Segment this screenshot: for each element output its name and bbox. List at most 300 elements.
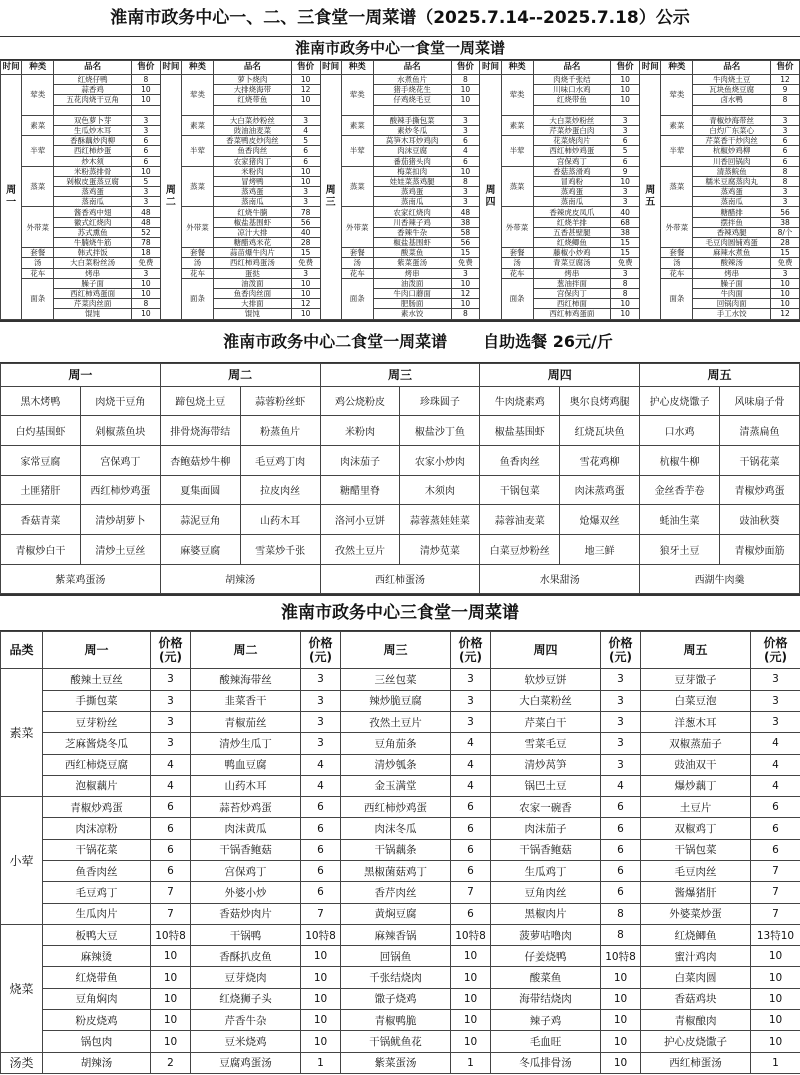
dish-name: 仔姜烧鸭 bbox=[491, 946, 601, 967]
dish-name: 番茄猪头肉 bbox=[373, 156, 451, 166]
dish-name: 馄饨 bbox=[54, 309, 132, 319]
dish-name: 蚝油生菜 bbox=[640, 505, 720, 535]
dish-price: 10 bbox=[151, 1031, 191, 1052]
dish-name: 香菇炒肉片 bbox=[191, 903, 301, 924]
dish-name: 蒸鸡蛋 bbox=[373, 187, 451, 197]
category-cell: 半荤 bbox=[661, 136, 693, 167]
dish-price: 6 bbox=[611, 156, 640, 166]
dish-name: 炒木须 bbox=[54, 156, 132, 166]
dish-name: 清炒莴笋 bbox=[491, 754, 601, 775]
dish-name: 麻辣水煮鱼 bbox=[693, 248, 771, 258]
dish-price: 6 bbox=[751, 818, 800, 839]
dish-name: 香芹肉丝 bbox=[341, 882, 451, 903]
header-cell: 价格 (元) bbox=[301, 632, 341, 669]
dish-price: 3 bbox=[291, 187, 320, 197]
dish-name: 大白菜炒粉丝 bbox=[214, 115, 292, 125]
dish-price: 10 bbox=[301, 988, 341, 1009]
table-row bbox=[1, 690, 800, 711]
dish-name: 大白菜粉丝 bbox=[491, 690, 601, 711]
header-cell: 售价 bbox=[291, 61, 320, 75]
dish-price: 免费 bbox=[771, 258, 800, 268]
dish-name: 酱爆猪肝 bbox=[641, 882, 751, 903]
dish-price: 12 bbox=[771, 309, 800, 319]
category-cell: 蒸菜 bbox=[182, 166, 214, 207]
dish-name: 苏式熏鱼 bbox=[54, 227, 132, 237]
dish-price: 10 bbox=[301, 946, 341, 967]
dish-name: 豆芽粉丝 bbox=[43, 711, 151, 732]
category-cell: 面条 bbox=[501, 278, 533, 319]
dish-name: 白菜豆泡 bbox=[641, 690, 751, 711]
dish-name: 回锅鱼 bbox=[341, 946, 451, 967]
dish-price: 10 bbox=[301, 967, 341, 988]
dish-name: 豆角肉丝 bbox=[491, 882, 601, 903]
table-row bbox=[1, 505, 800, 535]
table-row bbox=[1, 416, 800, 446]
dish-name: 蒜香鸡 bbox=[54, 85, 132, 95]
category-cell: 面条 bbox=[182, 278, 214, 319]
dish-name: 凉汁大排 bbox=[214, 227, 292, 237]
dish-price: 4 bbox=[451, 146, 480, 156]
dish-name: 毛豆肉丝 bbox=[641, 860, 751, 881]
dish-name: 蒸鸡蛋 bbox=[693, 187, 771, 197]
category-cell: 烧菜 bbox=[1, 924, 43, 1052]
dish-name: 五香甚壁腿 bbox=[533, 227, 611, 237]
dish-price: 6 bbox=[132, 156, 161, 166]
dish-name: 金玉满堂 bbox=[341, 775, 451, 796]
dish-name: 干锅包菜 bbox=[641, 839, 751, 860]
dish-price bbox=[611, 105, 640, 115]
header-cell: 时间 bbox=[480, 61, 501, 75]
dish-name: 肉沫凉粉 bbox=[43, 818, 151, 839]
header-cell: 品名 bbox=[533, 61, 611, 75]
day-cell: 周 二 bbox=[160, 75, 181, 320]
table-row bbox=[1, 1031, 800, 1052]
dish-price: 15 bbox=[771, 248, 800, 258]
day-cell: 周 五 bbox=[640, 75, 661, 320]
dish-price: 3 bbox=[301, 690, 341, 711]
dish-price: 6 bbox=[291, 146, 320, 156]
dish-price: 3 bbox=[771, 125, 800, 135]
dish-name: 木须肉 bbox=[400, 475, 480, 505]
soup-name: 西湖牛肉羹 bbox=[640, 564, 800, 594]
category-cell: 半荤 bbox=[341, 136, 373, 167]
soup-row bbox=[1, 564, 800, 594]
dish-name: 锅包肉 bbox=[43, 1031, 151, 1052]
dish-price: 免费 bbox=[451, 258, 480, 268]
dish-name: 芹菜肉丝面 bbox=[54, 299, 132, 309]
dish-price: 10 bbox=[751, 1010, 800, 1031]
category-cell: 花车 bbox=[501, 268, 533, 278]
dish-price: 3 bbox=[771, 115, 800, 125]
dish-name: 鱼香肉丝 bbox=[43, 860, 151, 881]
dish-price: 3 bbox=[301, 711, 341, 732]
header-cell: 价格 (元) bbox=[601, 632, 641, 669]
table-row bbox=[1, 115, 800, 125]
dish-price: 7 bbox=[151, 882, 191, 903]
header-cell: 种类 bbox=[661, 61, 693, 75]
dish-name: 烤串 bbox=[693, 268, 771, 278]
dish-price: 6 bbox=[451, 839, 491, 860]
dish-price: 6 bbox=[601, 860, 641, 881]
canteen-2-title-text: 淮南市政务中心二食堂一周菜谱 bbox=[223, 331, 448, 351]
dish-price: 3 bbox=[771, 187, 800, 197]
dish-price: 6 bbox=[301, 839, 341, 860]
dish-name: 香菇鸡块 bbox=[641, 988, 751, 1009]
dish-price: 56 bbox=[771, 207, 800, 217]
document-title: 淮南市政务中心一、二、三食堂一周菜谱（2025.7.14--2025.7.18）公示 bbox=[0, 0, 800, 37]
dish-price: 8 bbox=[611, 278, 640, 288]
dish-name: 瓦块鱼烧豆腐 bbox=[693, 85, 771, 95]
dish-price: 78 bbox=[291, 207, 320, 217]
dish-price: 10 bbox=[132, 166, 161, 176]
header-cell: 时间 bbox=[640, 61, 661, 75]
header-cell: 价格 (元) bbox=[451, 632, 491, 669]
dish-price: 3 bbox=[611, 125, 640, 135]
dish-name: 芹菜白干 bbox=[491, 711, 601, 732]
dish-name: 毛豆鸡丁肉 bbox=[240, 445, 320, 475]
table-row bbox=[1, 475, 800, 505]
dish-name: 青菜豆腐汤 bbox=[533, 258, 611, 268]
dish-name: 肉沫蒸鸡蛋 bbox=[560, 475, 640, 505]
dish-price: 10 bbox=[132, 288, 161, 298]
category-cell: 外带菜 bbox=[501, 207, 533, 248]
dish-name: 糯米豆腐蒸肉丸 bbox=[693, 176, 771, 186]
dish-name: 蒜蓉粉丝虾 bbox=[240, 386, 320, 416]
dish-name: 红烧羊排 bbox=[533, 217, 611, 227]
dish-name: 椒盐基围虾 bbox=[373, 238, 451, 248]
table-row bbox=[1, 258, 800, 268]
dish-price: 3 bbox=[451, 125, 480, 135]
day-cell: 周 四 bbox=[480, 75, 501, 320]
dish-name bbox=[54, 105, 132, 115]
table-row bbox=[1, 903, 800, 924]
dish-name: 土匪猪肝 bbox=[1, 475, 81, 505]
dish-name: 金丝香芋卷 bbox=[640, 475, 720, 505]
dish-price: 4 bbox=[751, 733, 800, 754]
dish-price: 6 bbox=[301, 860, 341, 881]
dish-price: 10 bbox=[151, 967, 191, 988]
dish-name: 肉沫黄瓜 bbox=[191, 818, 301, 839]
dish-price: 8 bbox=[132, 75, 161, 85]
dish-name: 外婆小炒 bbox=[191, 882, 301, 903]
dish-name: 牛腩烧牛筋 bbox=[54, 238, 132, 248]
table-row bbox=[1, 882, 800, 903]
dish-price: 8 bbox=[601, 903, 641, 924]
category-cell: 蒸菜 bbox=[22, 166, 54, 207]
table-row bbox=[1, 988, 800, 1009]
table-row bbox=[1, 733, 800, 754]
category-cell: 蒸菜 bbox=[501, 166, 533, 207]
dish-name: 酸辣海带丝 bbox=[191, 669, 301, 690]
dish-price: 68 bbox=[611, 217, 640, 227]
header-cell: 周三 bbox=[341, 632, 451, 669]
canteen-2-title bbox=[0, 320, 800, 363]
dish-name bbox=[214, 105, 292, 115]
header-cell: 时间 bbox=[160, 61, 181, 75]
category-cell: 面条 bbox=[22, 278, 54, 319]
header-cell: 周一 bbox=[43, 632, 151, 669]
dish-name: 馓子烧鸡 bbox=[341, 988, 451, 1009]
dish-name: 青椒炒鸡蛋 bbox=[720, 475, 800, 505]
dish-price: 6 bbox=[771, 146, 800, 156]
dish-name: 杭椒炒鸡柳 bbox=[693, 146, 771, 156]
dish-name: 双椒蒸茄子 bbox=[641, 733, 751, 754]
dish-price: 4 bbox=[751, 754, 800, 775]
dish-name: 辣子鸡 bbox=[491, 1010, 601, 1031]
dish-name: 干锅鱿鱼花 bbox=[341, 1031, 451, 1052]
dish-price: 4 bbox=[301, 775, 341, 796]
day-header: 周三 bbox=[320, 363, 480, 386]
dish-name: 干锅香鲍菇 bbox=[491, 839, 601, 860]
dish-name: 山药木耳 bbox=[240, 505, 320, 535]
day-cell: 周 一 bbox=[1, 75, 22, 320]
header-cell: 时间 bbox=[320, 61, 341, 75]
dish-price: 10特8 bbox=[301, 924, 341, 945]
dish-name: 雪菜炒千张 bbox=[240, 534, 320, 564]
dish-name: 红烧带鱼 bbox=[533, 95, 611, 105]
dish-name: 红烧带鱼 bbox=[43, 967, 151, 988]
category-cell: 素菜 bbox=[182, 115, 214, 135]
dish-name: 椒盐沙丁鱼 bbox=[400, 416, 480, 446]
dish-price: 5 bbox=[611, 146, 640, 156]
day-cell: 周 三 bbox=[320, 75, 341, 320]
dish-name: 糖醋鸡米花 bbox=[214, 238, 292, 248]
dish-name: 干锅包菜 bbox=[480, 475, 560, 505]
dish-name: 干锅鸭 bbox=[191, 924, 301, 945]
canteen-2-menu-table bbox=[0, 363, 800, 595]
category-cell: 外带菜 bbox=[661, 207, 693, 248]
dish-name: 冒烤鸭 bbox=[214, 176, 292, 186]
dish-price: 10 bbox=[132, 95, 161, 105]
dish-name: 红烧仔鸭 bbox=[54, 75, 132, 85]
dish-price: 8 bbox=[771, 176, 800, 186]
dish-price: 9 bbox=[611, 166, 640, 176]
dish-price: 8 bbox=[771, 95, 800, 105]
dish-price: 10 bbox=[451, 95, 480, 105]
dish-price: 3 bbox=[291, 197, 320, 207]
dish-name: 芹菜炒蛋白肉 bbox=[533, 125, 611, 135]
dish-price: 6 bbox=[771, 136, 800, 146]
dish-name: 香辣牛杂 bbox=[373, 227, 451, 237]
header-cell: 售价 bbox=[611, 61, 640, 75]
canteen-3-header-row bbox=[1, 632, 800, 669]
dish-name: 蒸鸡蛋 bbox=[214, 187, 292, 197]
dish-name: 宫保鸡丁 bbox=[80, 445, 160, 475]
table-row bbox=[1, 669, 800, 690]
dish-price: 7 bbox=[301, 903, 341, 924]
dish-price: 3 bbox=[601, 690, 641, 711]
category-cell: 半荤 bbox=[182, 136, 214, 167]
dish-name: 糖醋里脊 bbox=[320, 475, 400, 505]
dish-name: 米粉肉 bbox=[214, 166, 292, 176]
dish-name: 蒜苗爆牛肉片 bbox=[214, 248, 292, 258]
dish-price: 15 bbox=[451, 248, 480, 258]
dish-price: 6 bbox=[771, 156, 800, 166]
dish-price: 3 bbox=[601, 711, 641, 732]
category-cell: 荤类 bbox=[341, 75, 373, 116]
dish-name: 鱼香肉丝 bbox=[214, 146, 292, 156]
dish-name: 香菜鸭皮炒肉丝 bbox=[214, 136, 292, 146]
dish-price: 10 bbox=[601, 1052, 641, 1073]
category-cell: 花车 bbox=[22, 268, 54, 278]
dish-name: 肉烧千张结 bbox=[533, 75, 611, 85]
dish-name: 冒鸡粉 bbox=[533, 176, 611, 186]
dish-name: 农家红烧肉 bbox=[373, 207, 451, 217]
dish-price: 10 bbox=[291, 176, 320, 186]
dish-price: 6 bbox=[451, 903, 491, 924]
dish-name: 肥肠面 bbox=[373, 299, 451, 309]
canteen-1-menu-table bbox=[0, 60, 800, 320]
dish-name: 臊子面 bbox=[54, 278, 132, 288]
dish-name: 蜜汁鸡肉 bbox=[641, 946, 751, 967]
dish-name: 豉油油麦菜 bbox=[214, 125, 292, 135]
dish-name: 板鸭大豆 bbox=[43, 924, 151, 945]
dish-price: 3 bbox=[451, 268, 480, 278]
dish-price: 3 bbox=[132, 268, 161, 278]
dish-price: 6 bbox=[751, 797, 800, 818]
category-cell: 汤 bbox=[661, 258, 693, 268]
dish-name: 白菜肉圆 bbox=[641, 967, 751, 988]
dish-price: 3 bbox=[151, 733, 191, 754]
dish-price: 6 bbox=[151, 797, 191, 818]
dish-name: 青椒茄丝 bbox=[191, 711, 301, 732]
dish-price: 10 bbox=[611, 95, 640, 105]
dish-price: 3 bbox=[771, 197, 800, 207]
dish-price: 12 bbox=[451, 288, 480, 298]
dish-price: 8/个 bbox=[771, 227, 800, 237]
dish-price: 8 bbox=[451, 176, 480, 186]
table-row bbox=[1, 534, 800, 564]
category-cell: 汤 bbox=[341, 258, 373, 268]
dish-price: 3 bbox=[751, 690, 800, 711]
dish-name: 蒸南瓜 bbox=[693, 197, 771, 207]
category-cell: 面条 bbox=[341, 278, 373, 319]
dish-name: 干锅花菜 bbox=[720, 445, 800, 475]
dish-price: 10 bbox=[291, 75, 320, 85]
dish-price: 18 bbox=[132, 248, 161, 258]
dish-name: 芹菜香干炒肉丝 bbox=[693, 136, 771, 146]
dish-price: 3 bbox=[451, 197, 480, 207]
dish-name: 馄饨 bbox=[214, 309, 292, 319]
dish-name: 胡辣汤 bbox=[43, 1052, 151, 1073]
dish-price: 3 bbox=[611, 187, 640, 197]
dish-price: 6 bbox=[132, 136, 161, 146]
dish-name: 干锅花菜 bbox=[43, 839, 151, 860]
dish-price: 1 bbox=[301, 1052, 341, 1073]
dish-price: 9 bbox=[771, 85, 800, 95]
dish-price: 38 bbox=[451, 217, 480, 227]
header-cell: 品名 bbox=[214, 61, 292, 75]
dish-price: 10 bbox=[751, 988, 800, 1009]
dish-price: 3 bbox=[751, 669, 800, 690]
dish-name: 卤水鸭 bbox=[693, 95, 771, 105]
dish-name: 辣炒脆豆腐 bbox=[341, 690, 451, 711]
dish-name: 狼牙土豆 bbox=[640, 534, 720, 564]
canteen-3-title: 淮南市政务中心三食堂一周菜谱 bbox=[0, 594, 800, 631]
dish-name: 莴笋木耳炒鸡肉 bbox=[373, 136, 451, 146]
category-cell: 汤 bbox=[182, 258, 214, 268]
table-row bbox=[1, 839, 800, 860]
dish-price: 10 bbox=[301, 1031, 341, 1052]
dish-name: 冬瓜排骨汤 bbox=[491, 1052, 601, 1073]
dish-price: 1 bbox=[751, 1052, 800, 1073]
dish-name: 紫菜蛋汤 bbox=[341, 1052, 451, 1073]
dish-name: 酸辣汤 bbox=[693, 258, 771, 268]
dish-name: 酸菜鱼 bbox=[373, 248, 451, 258]
table-row bbox=[1, 166, 800, 176]
dish-name: 双色萝卜芽 bbox=[54, 115, 132, 125]
dish-price: 10 bbox=[451, 278, 480, 288]
dish-name: 豆角茄条 bbox=[341, 733, 451, 754]
table-row bbox=[1, 207, 800, 217]
dish-name: 炝爆双丝 bbox=[560, 505, 640, 535]
dish-price: 10 bbox=[451, 1010, 491, 1031]
dish-price bbox=[771, 105, 800, 115]
dish-price: 3 bbox=[151, 669, 191, 690]
dish-name: 清炒瓠条 bbox=[341, 754, 451, 775]
dish-name: 西红柿面 bbox=[533, 299, 611, 309]
category-cell: 荤类 bbox=[661, 75, 693, 116]
dish-name: 大白菜炒粉丝 bbox=[533, 115, 611, 125]
table-row bbox=[1, 775, 800, 796]
canteen-1-header-row bbox=[1, 61, 800, 75]
dish-name: 粉皮烧鸡 bbox=[43, 1010, 151, 1031]
canteen-2-header-row bbox=[1, 363, 800, 386]
dish-name: 川香辣子鸡 bbox=[373, 217, 451, 227]
table-row bbox=[1, 136, 800, 146]
dish-name: 软炒豆饼 bbox=[491, 669, 601, 690]
dish-name: 珍珠圆子 bbox=[400, 386, 480, 416]
dish-name: 红烧鲫鱼 bbox=[641, 924, 751, 945]
dish-name: 红烧鲫鱼 bbox=[533, 238, 611, 248]
dish-name: 西红柿蛋汤 bbox=[641, 1052, 751, 1073]
category-cell: 外带菜 bbox=[22, 207, 54, 248]
dish-name: 烤串 bbox=[373, 268, 451, 278]
dish-price: 48 bbox=[451, 207, 480, 217]
dish-name: 香辣鸡腿 bbox=[693, 227, 771, 237]
dish-name: 爆炒藕丁 bbox=[641, 775, 751, 796]
table-row bbox=[1, 268, 800, 278]
dish-name: 口水鸡 bbox=[640, 416, 720, 446]
dish-price: 10 bbox=[601, 1010, 641, 1031]
dish-name: 青椒炒鸡蛋 bbox=[43, 797, 151, 818]
header-cell: 种类 bbox=[341, 61, 373, 75]
dish-name: 韭菜香干 bbox=[191, 690, 301, 711]
dish-price: 7 bbox=[151, 903, 191, 924]
dish-name: 黑椒菌菇鸡丁 bbox=[341, 860, 451, 881]
dish-name: 西红柿鸡蛋面 bbox=[533, 309, 611, 319]
dish-name: 蒜蓉油麦菜 bbox=[480, 505, 560, 535]
dish-name: 香菇蒸滑鸡 bbox=[533, 166, 611, 176]
header-cell: 品名 bbox=[373, 61, 451, 75]
dish-price: 10 bbox=[601, 1031, 641, 1052]
dish-price: 10 bbox=[301, 1010, 341, 1031]
dish-price: 10 bbox=[451, 166, 480, 176]
dish-price: 8 bbox=[611, 288, 640, 298]
dish-name: 风味扇子骨 bbox=[720, 386, 800, 416]
dish-price: 10 bbox=[611, 176, 640, 186]
day-header: 周五 bbox=[640, 363, 800, 386]
dish-name: 红烧瓦块鱼 bbox=[560, 416, 640, 446]
dish-name: 摆拌鱼 bbox=[693, 217, 771, 227]
category-cell: 花车 bbox=[182, 268, 214, 278]
header-cell: 品名 bbox=[54, 61, 132, 75]
dish-name bbox=[693, 105, 771, 115]
dish-name: 清炒土豆丝 bbox=[80, 534, 160, 564]
dish-price: 7 bbox=[751, 860, 800, 881]
dish-price: 3 bbox=[451, 669, 491, 690]
dish-price: 6 bbox=[291, 156, 320, 166]
